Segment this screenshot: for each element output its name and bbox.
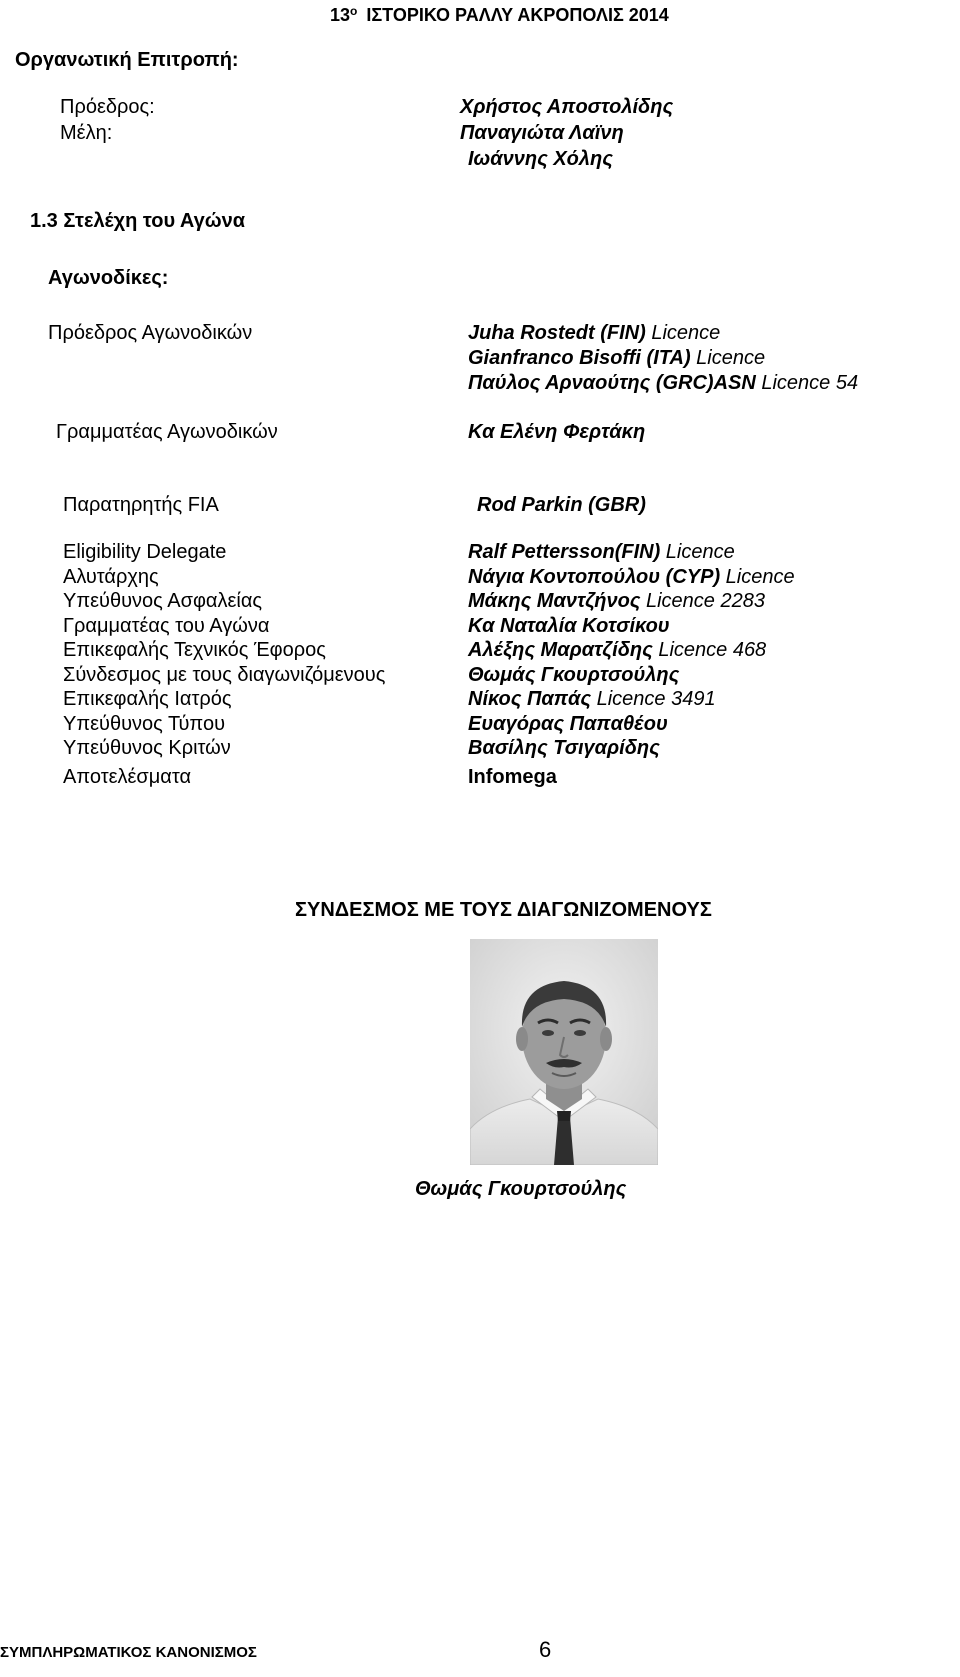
header-title: ΙΣΤΟΡΙΚΟ ΡΑΛΛΥ ΑΚΡΟΠΟΛΙΣ 2014 xyxy=(361,5,669,25)
steward-1-name: Juha Rostedt (FIN) xyxy=(468,322,646,344)
official-name: Θωμάς Γκουρτσούλης xyxy=(468,663,680,686)
official-row xyxy=(63,565,923,590)
official-name: Νάγια Κοντοπούλου (CYP) xyxy=(468,565,721,588)
official-name: Ralf Pettersson(FIN) xyxy=(468,541,661,563)
official-row xyxy=(63,687,923,712)
president-name: Χρήστος Αποστολίδης xyxy=(460,96,674,118)
official-licence: Licence 2283 xyxy=(640,590,765,612)
official-row xyxy=(63,589,923,614)
observer-label: Παρατηρητής FIA xyxy=(63,494,219,516)
official-label: Επικεφαλής Ιατρός xyxy=(63,688,232,710)
official-row xyxy=(63,712,923,737)
header-prefix: 13 xyxy=(330,5,351,25)
stewards-heading: Αγωνοδίκες: xyxy=(48,267,169,289)
stewards-secretary-name: Κα Ελένη Φερτάκη xyxy=(468,421,646,443)
liaison-heading: ΣΥΝΔΕΣΜΟΣ ΜΕ ΤΟΥΣ ΔΙΑΓΩΝΙΖΟΜΕΝΟΥΣ xyxy=(295,899,712,921)
official-name: Βασίλης Τσιγαρίδης xyxy=(468,737,660,759)
official-value xyxy=(468,565,795,590)
official-name: Νίκος Παπάς xyxy=(468,688,592,710)
stewards-chair-label: Πρόεδρος Αγωνοδικών xyxy=(48,322,253,344)
stewards-secretary-label: Γραμματέας Αγωνοδικών xyxy=(56,421,278,443)
official-label: Υπεύθυνος Κριτών xyxy=(63,737,231,759)
official-licence: Licence xyxy=(720,565,795,588)
official-label: Eligibility Delegate xyxy=(63,541,227,563)
official-licence: Licence 468 xyxy=(652,639,767,661)
results-row xyxy=(63,765,923,790)
official-value xyxy=(468,712,668,737)
person-portrait-icon xyxy=(470,939,658,1165)
results-label: Αποτελέσματα xyxy=(63,765,192,788)
official-value xyxy=(468,540,735,565)
official-name: Ευαγόρας Παπαθέου xyxy=(468,712,668,735)
steward-1-licence: Licence xyxy=(645,322,721,344)
results-name: Infomega xyxy=(468,765,557,788)
section-heading: 1.3 Στελέχη του Αγώνα xyxy=(30,210,246,232)
official-name: Μάκης Μαντζήνος xyxy=(468,590,641,612)
official-name: Κα Ναταλία Κοτσίκου xyxy=(468,614,670,637)
official-label: Γραμματέας του Αγώνα xyxy=(63,614,270,637)
official-label: Αλυτάρχης xyxy=(63,565,159,588)
president-label: Πρόεδρος: xyxy=(60,96,155,118)
official-licence: Licence xyxy=(660,541,735,563)
observer-name: Rod Parkin (GBR) xyxy=(477,494,646,516)
official-value xyxy=(468,687,716,712)
official-label: Επικεφαλής Τεχνικός Έφορος xyxy=(63,639,326,661)
official-value xyxy=(468,638,766,663)
steward-3-licence: Licence 54 xyxy=(755,372,859,394)
official-label: Υπεύθυνος Ασφαλείας xyxy=(63,590,263,612)
official-value xyxy=(468,736,660,761)
official-value xyxy=(468,663,679,688)
liaison-photo xyxy=(470,939,658,1165)
official-row xyxy=(63,736,923,761)
page-number: 6 xyxy=(539,1637,552,1662)
header-superscript: ο xyxy=(350,4,358,18)
steward-2 xyxy=(468,347,765,370)
official-licence: Licence 3491 xyxy=(591,688,716,710)
steward-2-licence: Licence xyxy=(690,347,766,369)
official-value xyxy=(468,614,670,639)
steward-1 xyxy=(468,322,720,345)
official-row xyxy=(63,663,923,688)
official-label: Σύνδεσμος με τους διαγωνιζόμενους xyxy=(63,663,386,686)
footer-title: ΣΥΜΠΛΗΡΩΜΑΤΙΚΟΣ ΚΑΝΟΝΙΣΜΟΣ xyxy=(0,1644,257,1661)
official-name: Αλέξης Μαρατζίδης xyxy=(468,639,653,661)
officials-list xyxy=(63,540,923,789)
official-value xyxy=(468,589,765,614)
members-label: Μέλη: xyxy=(60,122,113,144)
committee-heading: Οργανωτική Επιτροπή: xyxy=(15,49,239,71)
official-row xyxy=(63,540,923,565)
page-header xyxy=(330,4,669,26)
liaison-caption: Θωμάς Γκουρτσούλης xyxy=(415,1178,627,1200)
official-row xyxy=(63,638,923,663)
official-row xyxy=(63,614,923,639)
member-2: Ιωάννης Χόλης xyxy=(468,148,613,170)
steward-2-name: Gianfranco Bisoffi (ITA) xyxy=(468,347,691,369)
member-1: Παναγιώτα Λαϊνη xyxy=(460,122,624,144)
steward-3-name: Παύλος Αρναούτης (GRC)ASN xyxy=(468,372,756,394)
official-label: Υπεύθυνος Τύπου xyxy=(63,712,226,735)
steward-3 xyxy=(468,372,858,395)
